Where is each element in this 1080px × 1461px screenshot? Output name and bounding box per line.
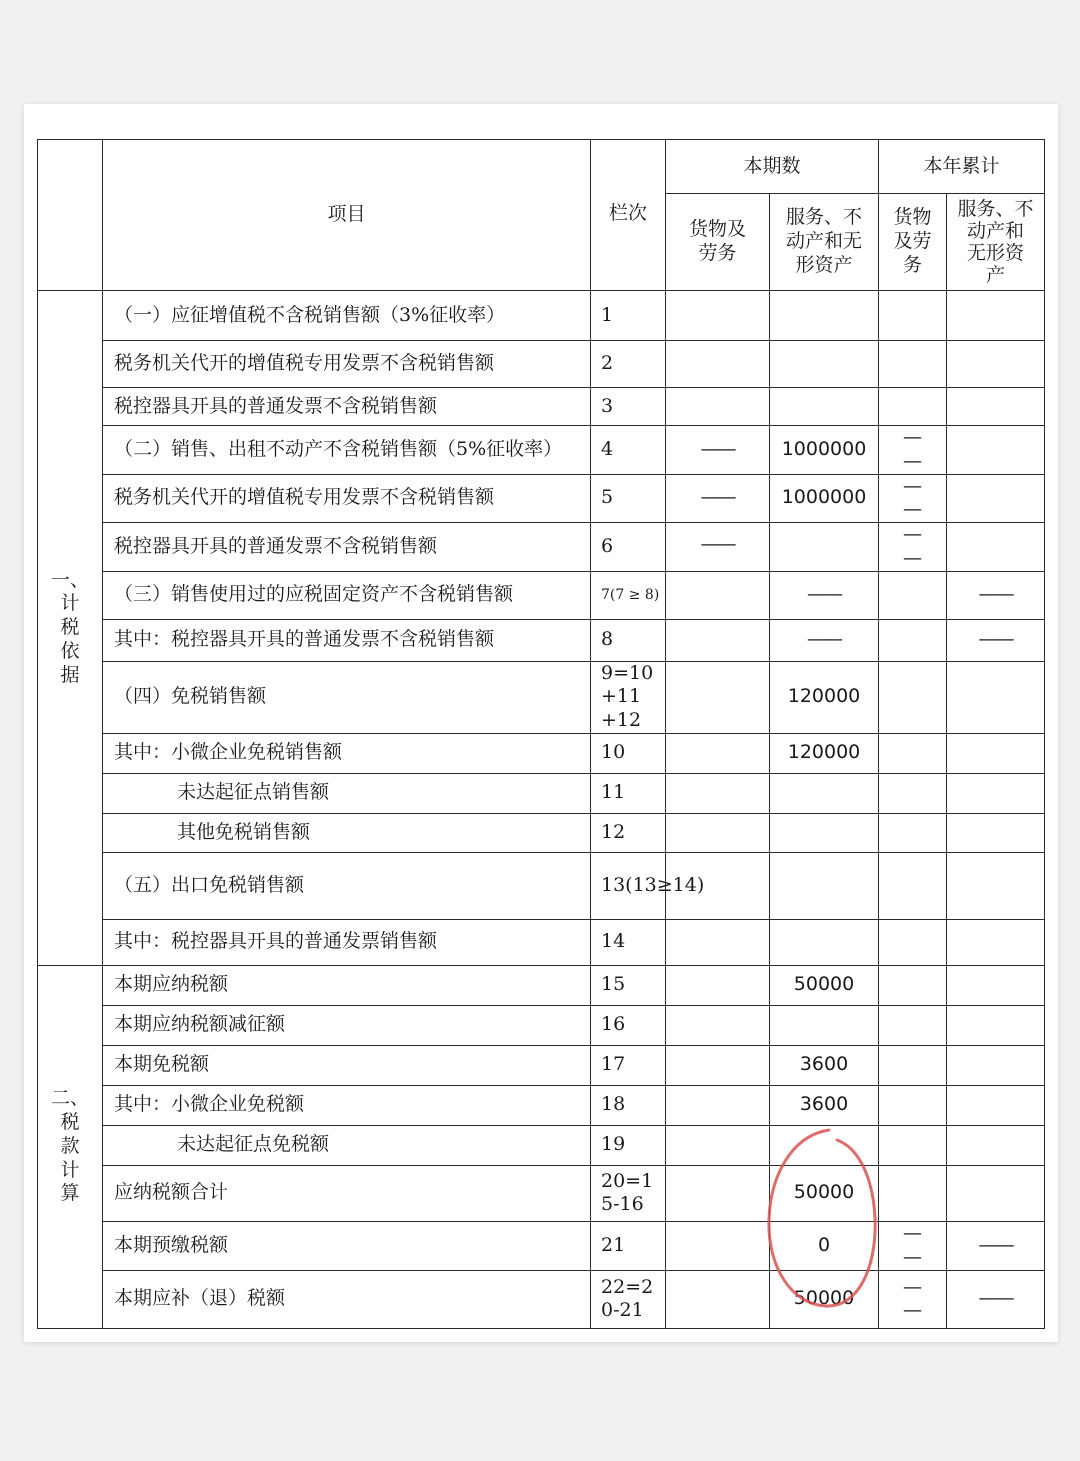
row-services: 1000000: [770, 426, 879, 475]
row-item: 本期应纳税额: [103, 965, 591, 1005]
row-services: [770, 341, 879, 388]
row-line: 20=15-16: [591, 1165, 666, 1221]
row-line: 3: [591, 388, 666, 426]
row-year-goods: [879, 619, 947, 661]
row-services: ——: [770, 619, 879, 661]
row-item: 其中：小微企业免税额: [103, 1085, 591, 1125]
section-calc-label: 二、 税 款 计 算: [38, 965, 103, 1328]
row-year-goods: [879, 1125, 947, 1165]
row-year-goods: — —: [879, 1270, 947, 1328]
row-year-goods: [879, 965, 947, 1005]
row-services: 3600: [770, 1085, 879, 1125]
row-goods: [666, 1005, 770, 1045]
row-item: 税控器具开具的普通发票不含税销售额: [103, 388, 591, 426]
row-services: [770, 523, 879, 572]
header-line-no: 栏次: [591, 140, 666, 291]
row-year-goods: [879, 341, 947, 388]
row-year-services: [947, 773, 1045, 813]
row-goods: [666, 619, 770, 661]
row-services: [770, 1005, 879, 1045]
row-item: （三）销售使用过的应税固定资产不含税销售额: [103, 571, 591, 619]
row-goods: [666, 1085, 770, 1125]
header-year-total: 本年累计: [879, 140, 1045, 194]
row-year-goods: — —: [879, 474, 947, 523]
row-goods: ——: [666, 426, 770, 475]
row-line: 5: [591, 474, 666, 523]
row-line: 11: [591, 773, 666, 813]
row-goods: [666, 733, 770, 773]
row-services: 50000: [770, 965, 879, 1005]
row-line: 2: [591, 341, 666, 388]
row-year-services: [947, 426, 1045, 475]
row-goods: [666, 661, 770, 733]
row-line: 8: [591, 619, 666, 661]
row-goods: [666, 965, 770, 1005]
row-item: （一）应征增值税不含税销售额（3%征收率）: [103, 291, 591, 341]
row-year-goods: [879, 1005, 947, 1045]
row-item: 本期免税额: [103, 1045, 591, 1085]
row-year-services: [947, 813, 1045, 852]
row-line: 6: [591, 523, 666, 572]
row-year-services: ——: [947, 1221, 1045, 1270]
row-goods: [666, 813, 770, 852]
row-goods: [666, 1165, 770, 1221]
row-year-services: ——: [947, 1270, 1045, 1328]
row-year-goods: [879, 291, 947, 341]
row-item: （二）销售、出租不动产不含税销售额（5%征收率）: [103, 426, 591, 475]
blank-corner-cell: [38, 140, 103, 291]
row-year-goods: [879, 571, 947, 619]
row-services: [770, 813, 879, 852]
row-year-services: [947, 1165, 1045, 1221]
row-line: 7(7 ≥ 8): [591, 571, 666, 619]
row-year-goods: [879, 661, 947, 733]
row-year-services: [947, 733, 1045, 773]
row-line: 9=10+11+12: [591, 661, 666, 733]
row-line: 4: [591, 426, 666, 475]
header-goods-labor: 货物及劳务: [666, 194, 770, 291]
row-item: 其他免税销售额: [103, 813, 591, 852]
row-goods: [666, 571, 770, 619]
header-year-services: 服务、不 动产和 无形资 产: [947, 194, 1045, 291]
header-item: 项目: [103, 140, 591, 291]
row-item: 其中：税控器具开具的普通发票不含税销售额: [103, 619, 591, 661]
row-line: 14: [591, 919, 666, 965]
row-year-goods: — —: [879, 1221, 947, 1270]
row-item: 本期预缴税额: [103, 1221, 591, 1270]
header-services: 服务、不 动产和无 形资产: [770, 194, 879, 291]
row-year-services: [947, 1045, 1045, 1085]
tax-form-table: [37, 139, 1045, 1329]
row-year-services: [947, 919, 1045, 965]
row-services: [770, 773, 879, 813]
row-year-goods: [879, 1165, 947, 1221]
row-services: 50000: [770, 1165, 879, 1221]
row-line: 16: [591, 1005, 666, 1045]
row-services: 3600: [770, 1045, 879, 1085]
row-line: 12: [591, 813, 666, 852]
header-current-period: 本期数: [666, 140, 879, 194]
row-year-services: ——: [947, 571, 1045, 619]
row-year-goods: [879, 733, 947, 773]
row-services: [770, 852, 879, 919]
row-line: 22=20-21: [591, 1270, 666, 1328]
row-year-goods: [879, 388, 947, 426]
row-services: [770, 388, 879, 426]
row-line: 1: [591, 291, 666, 341]
row-services: 50000: [770, 1270, 879, 1328]
row-goods: [666, 1270, 770, 1328]
row-goods: [666, 919, 770, 965]
row-year-services: [947, 1125, 1045, 1165]
row-line: 18: [591, 1085, 666, 1125]
row-year-services: ——: [947, 619, 1045, 661]
row-goods: [666, 341, 770, 388]
row-services: 1000000: [770, 474, 879, 523]
row-year-goods: [879, 1085, 947, 1125]
row-year-services: [947, 965, 1045, 1005]
row-item: 未达起征点免税额: [103, 1125, 591, 1165]
section-basis-label: 一、 计 税 依 据: [38, 291, 103, 966]
row-item: 其中：小微企业免税销售额: [103, 733, 591, 773]
row-line: 13(13≥14): [591, 852, 666, 919]
row-year-goods: [879, 1045, 947, 1085]
row-year-goods: [879, 919, 947, 965]
row-year-services: [947, 291, 1045, 341]
row-year-services: [947, 1005, 1045, 1045]
row-line: 21: [591, 1221, 666, 1270]
red-circle-annotation: [763, 1126, 881, 1310]
row-item: 应纳税额合计: [103, 1165, 591, 1221]
row-item: 税控器具开具的普通发票不含税销售额: [103, 523, 591, 572]
row-services: [770, 919, 879, 965]
row-item: （四）免税销售额: [103, 661, 591, 733]
row-year-services: [947, 388, 1045, 426]
row-item: （五）出口免税销售额: [103, 852, 591, 919]
row-item: 本期应纳税额减征额: [103, 1005, 591, 1045]
row-goods: ——: [666, 523, 770, 572]
row-services: 120000: [770, 733, 879, 773]
row-goods: [666, 773, 770, 813]
row-goods: ——: [666, 474, 770, 523]
row-year-services: [947, 523, 1045, 572]
row-year-goods: — —: [879, 426, 947, 475]
row-goods: [666, 1045, 770, 1085]
row-year-goods: [879, 852, 947, 919]
row-line: 10: [591, 733, 666, 773]
row-item: 税务机关代开的增值税专用发票不含税销售额: [103, 474, 591, 523]
row-item: 其中：税控器具开具的普通发票销售额: [103, 919, 591, 965]
row-goods: [666, 1221, 770, 1270]
row-item: 未达起征点销售额: [103, 773, 591, 813]
row-services: ——: [770, 571, 879, 619]
row-goods: [666, 1125, 770, 1165]
row-item: 本期应补（退）税额: [103, 1270, 591, 1328]
header-year-goods: 货物 及劳 务: [879, 194, 947, 291]
row-services: 120000: [770, 661, 879, 733]
row-year-services: [947, 341, 1045, 388]
row-goods: [666, 291, 770, 341]
row-goods: [666, 388, 770, 426]
row-item: 税务机关代开的增值税专用发票不含税销售额: [103, 341, 591, 388]
row-year-goods: — —: [879, 523, 947, 572]
row-year-services: [947, 1085, 1045, 1125]
row-year-services: [947, 474, 1045, 523]
row-year-goods: [879, 773, 947, 813]
row-year-goods: [879, 813, 947, 852]
row-line: 19: [591, 1125, 666, 1165]
row-line: 17: [591, 1045, 666, 1085]
row-services: 0: [770, 1221, 879, 1270]
row-year-services: [947, 661, 1045, 733]
row-line: 15: [591, 965, 666, 1005]
row-year-services: [947, 852, 1045, 919]
row-services: [770, 291, 879, 341]
